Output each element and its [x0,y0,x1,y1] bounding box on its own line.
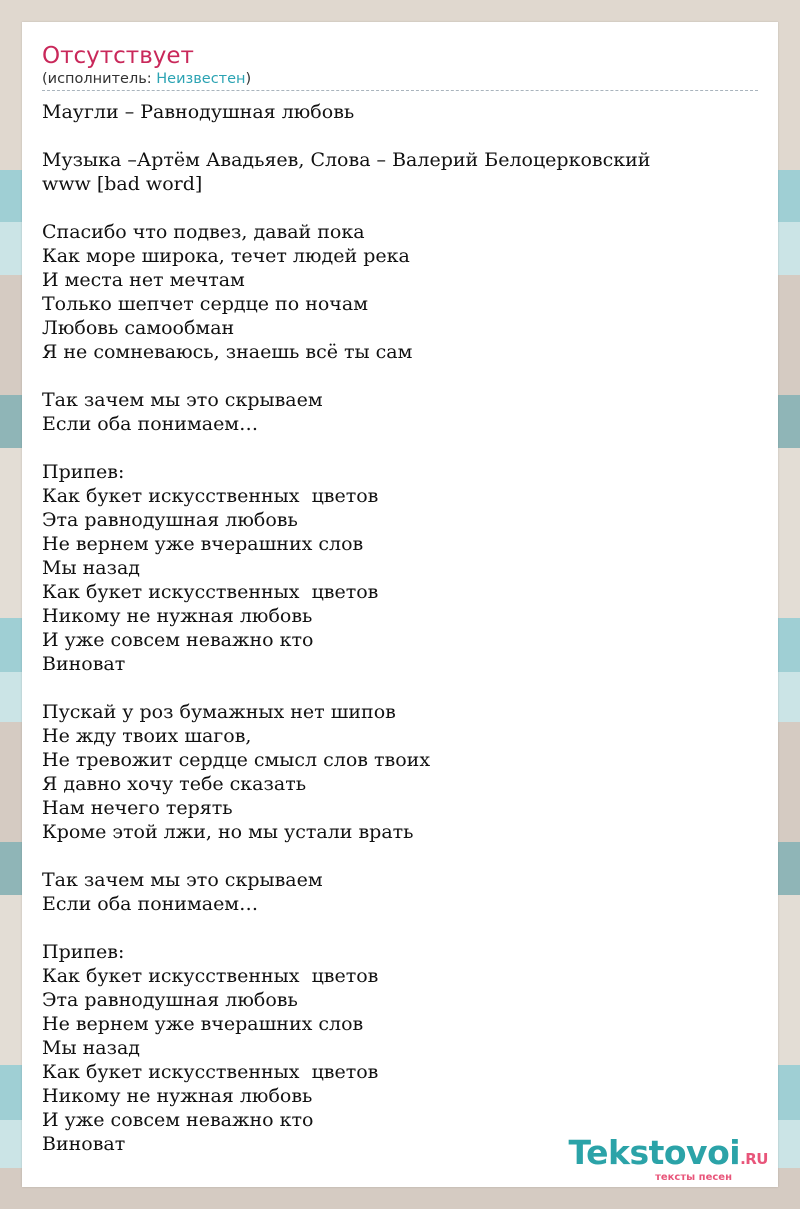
site-logo [568,1133,768,1183]
lyrics-text: Маугли – Равнодушная любовь Музыка –Артём Авадьяев, Слова – Валерий Белоцерковский www [bad word] Спасибо что подвез, давай пока Как море широка, течет людей река И места нет мечтам Только шепчет сердце по ночам Любовь самообман Я не сомневаюсь, знаешь всё ты сам Так зачем мы это скрываем Если оба понимаем… Припев: Как букет искусственных цветов Эта равнодушная любовь Не вернем уже вчерашних слов Мы назад Как букет искусственных цветов Никому не нужная любовь И уже совсем неважно кто Виноват Пускай у роз бумажных нет шипов Не жду твоих шагов, Не тревожит сердце смысл слов твоих Я давно хочу тебе сказать Нам нечего терять Кроме этой лжи, но мы устали врать Так зачем мы это скрываем Если оба понимаем… Припев: Как букет искусственных цветов Эта равнодушная любовь Не вернем уже вчерашних слов Мы назад Как букет искусственных цветов Никому не нужная любовь И уже совсем неважно кто Виноват [42,101,651,1155]
lyrics-card [22,22,778,1187]
performer-link[interactable]: Неизвестен [156,71,246,87]
performer-line [42,70,758,88]
performer-suffix: ) [245,71,252,87]
performer-prefix: (исполнитель: [42,71,157,87]
song-header [42,42,758,91]
logo-main-text: Tekstovoi [568,1133,741,1172]
song-title: Отсутствует [42,43,194,69]
logo-tagline: тексты песен [655,1172,732,1183]
logo-suffix-text: .RU [740,1150,768,1168]
